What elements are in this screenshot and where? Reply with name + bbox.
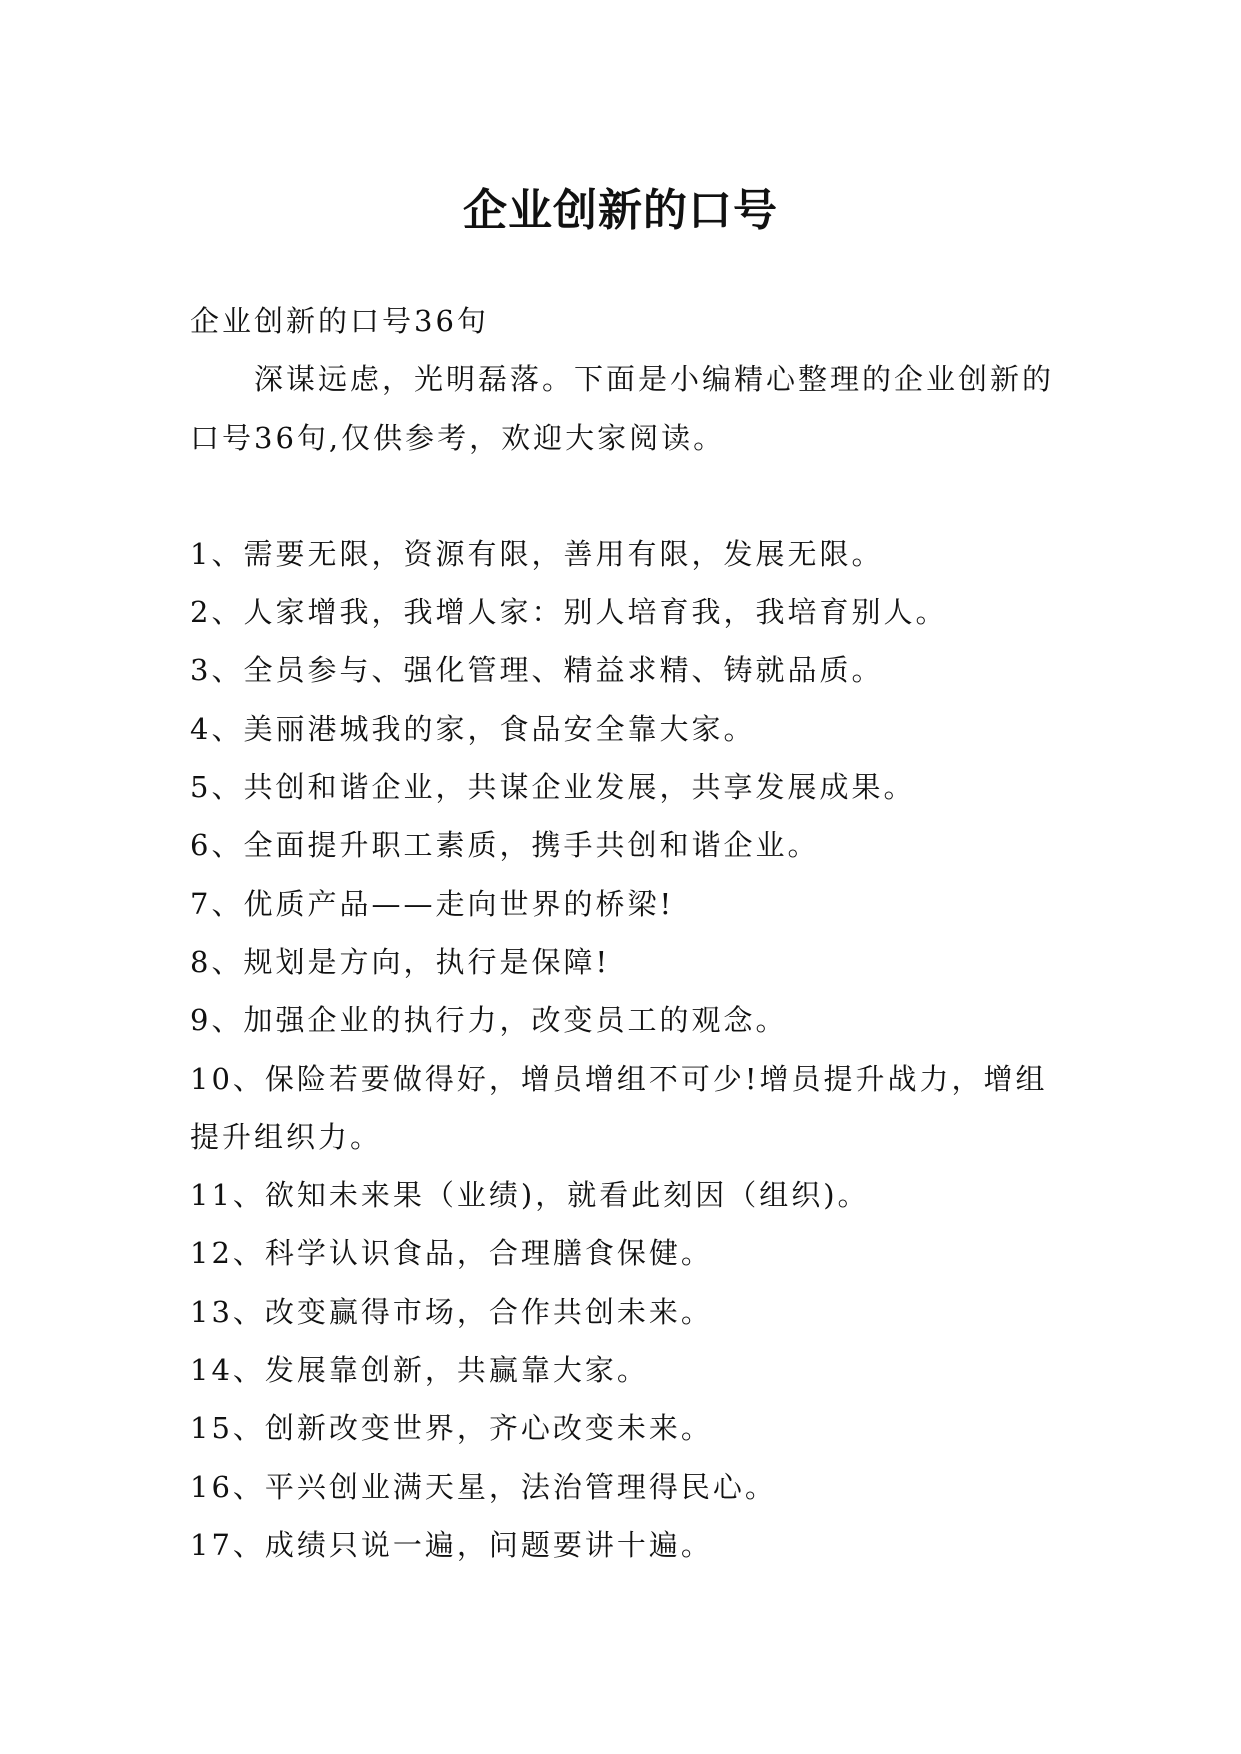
list-item: 13、改变赢得市场，合作共创未来。 [190,1294,713,1329]
intro-paragraph: 深谋远虑，光明磊落。下面是小编精心整理的企业创新的口号36句,仅供参考，欢迎大家阅读。 [190,362,1055,455]
list-item: 3、全员参与、强化管理、精益求精、铸就品质。 [190,653,884,688]
list-item: 10、保险若要做得好，增员增组不可少!增员提升战力，增组提升组织力。 [190,1061,1048,1154]
list-item: 6、全面提升职工素质，携手共创和谐企业。 [190,828,820,863]
document-subtitle: 企业创新的口号36句 [190,304,489,338]
list-item: 7、优质产品——走向世界的桥梁! [190,886,675,921]
list-item: 2、人家增我，我增人家：别人培育我，我培育别人。 [190,595,948,630]
list-item: 1、需要无限，资源有限，善用有限，发展无限。 [190,536,884,571]
document-body [190,292,1060,1574]
list-item: 5、共创和谐企业，共谋企业发展，共享发展成果。 [190,770,916,805]
list-item: 17、成绩只说一遍，问题要讲十遍。 [190,1527,713,1562]
list-item: 15、创新改变世界，齐心改变未来。 [190,1411,713,1446]
list-item: 9、加强企业的执行力，改变员工的观念。 [190,1003,788,1038]
list-item: 14、发展靠创新，共赢靠大家。 [190,1353,649,1388]
list-item: 4、美丽港城我的家，食品安全靠大家。 [190,711,756,746]
list-item: 16、平兴创业满天星，法治管理得民心。 [190,1469,777,1504]
list-item: 12、科学认识食品，合理膳食保健。 [190,1236,713,1271]
list-item: 8、规划是方向，执行是保障! [190,944,611,979]
list-item: 11、欲知未来果（业绩)，就看此刻因（组织)。 [190,1178,870,1213]
page-title: 企业创新的口号 [463,185,778,237]
slogan-list [190,525,1060,1574]
paragraph-spacer [190,467,1060,525]
